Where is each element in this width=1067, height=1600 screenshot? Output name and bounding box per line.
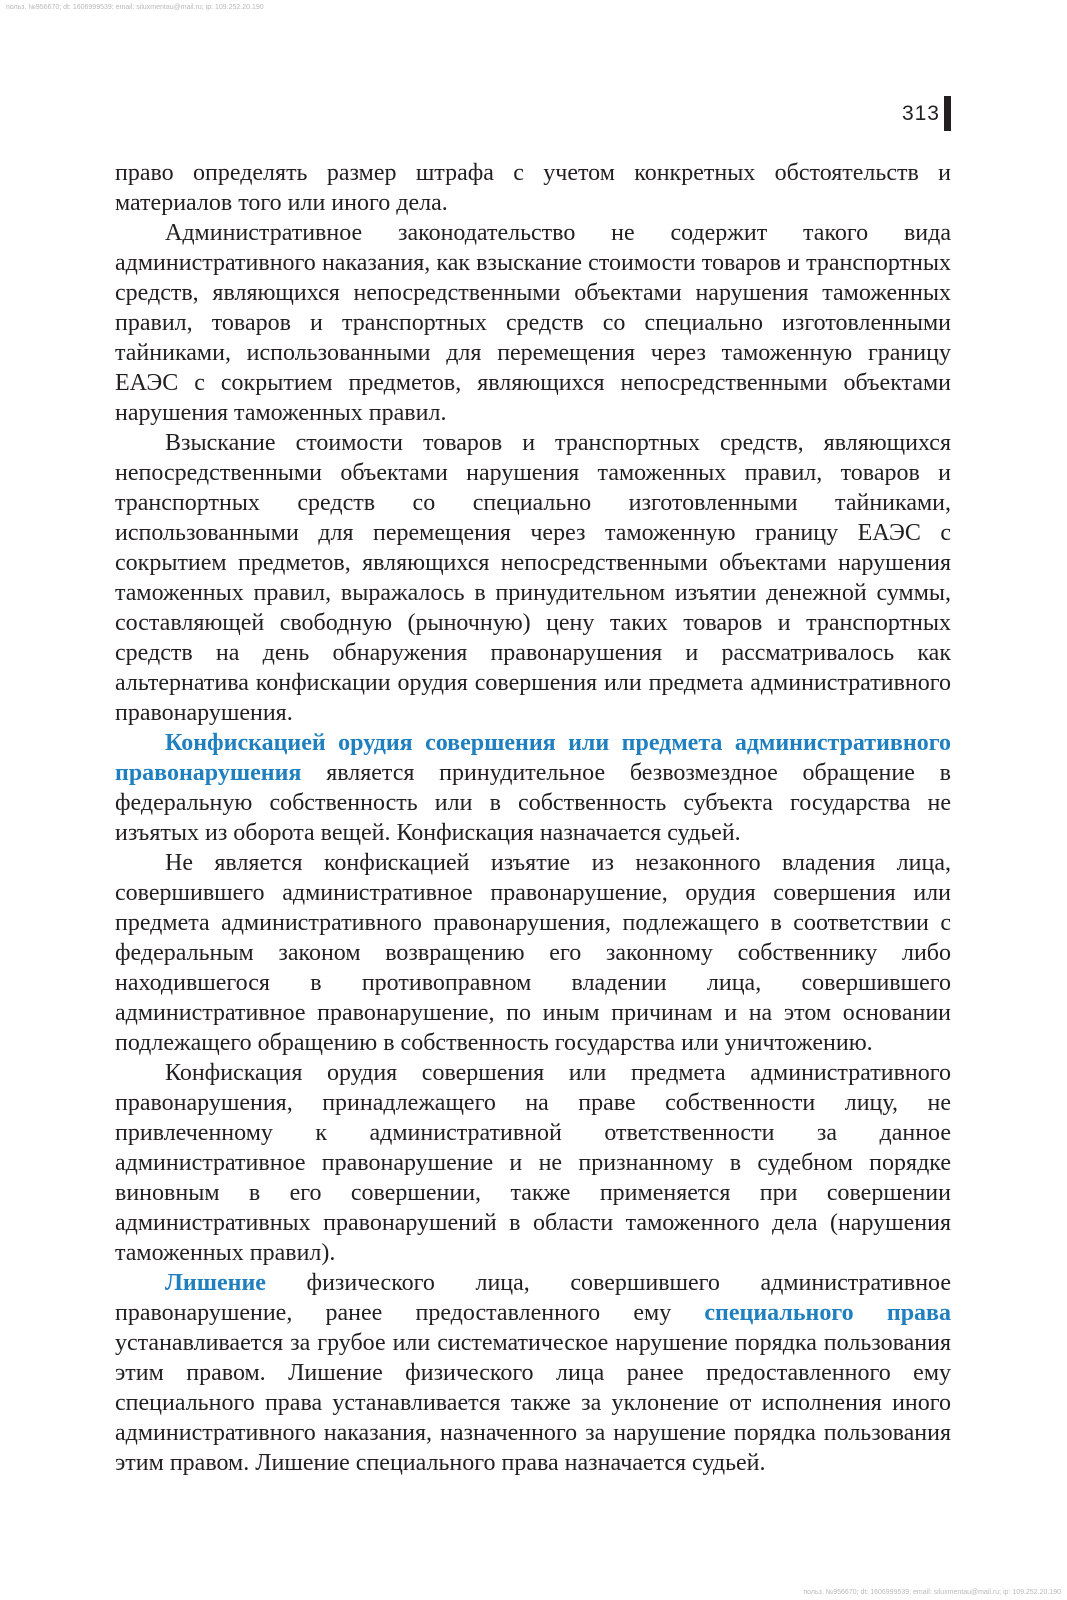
body-text bbox=[115, 158, 951, 1478]
page-number-bar bbox=[944, 96, 951, 131]
watermark-top: польз. №956670; dt: 1606999539; email: siluxmentau@mail.ru; ip: 109.252.20.190 bbox=[6, 4, 264, 11]
paragraph-4-text: является принудительное безвозмездное обращение в федеральную собственность или в собственность субъекта государства не изъятых из оборота вещей. Конфискация назначается судьей. bbox=[115, 760, 951, 846]
term-special-right: специального права bbox=[704, 1300, 952, 1326]
paragraph-7-text-1: физического лица, совершившего административное правонарушение, ранее предоставленного ему bbox=[115, 1270, 951, 1326]
page-number: 313 bbox=[901, 102, 940, 125]
term-confiscation: Конфискацией орудия совершения или предмета административного правонарушения bbox=[115, 730, 951, 786]
paragraph-4 bbox=[115, 728, 951, 848]
paragraph-7-text-2: устанавливается за грубое или систематическое нарушение порядка пользования этим правом. Лишение физического лица ранее предоставленного ему специального права устанавливается также за уклонение от исполнения иного административного наказания, назначенного за нарушение порядка пользования этим правом. Лишение специального права назначается судьей. bbox=[115, 1330, 951, 1476]
paragraph-2: Административное законодательство не содержит такого вида административного наказания, как взыскание стоимости товаров и транспортных средств, являющихся непосредственными объектами нарушения таможенных правил, товаров и транспортных средств со специально изготовленными тайниками, использованными для перемещения через таможенную границу ЕАЭС с сокрытием предметов, являющихся непосредственными объектами нарушения таможенных правил. bbox=[115, 220, 951, 426]
term-deprivation: Лишение bbox=[165, 1270, 266, 1296]
paragraph-5: Не является конфискацией изъятие из незаконного владения лица, совершившего административное правонарушение, орудия совершения или предмета административного правонарушения, подлежащего в соответствии с федеральным законом возвращению его законному собственнику либо находившегося в противоправном владении лица, совершившего административное правонарушение, по иным причинам и на этом основании подлежащего обращению в собственность государства или уничтожению. bbox=[115, 850, 951, 1056]
paragraph-3: Взыскание стоимости товаров и транспортных средств, являющихся непосредственными объектами нарушения таможенных правил, товаров и транспортных средств со специально изготовленными тайниками, использованными для перемещения через таможенную границу ЕАЭС с сокрытием предметов, являющихся непосредственными объектами нарушения таможенных правил, выражалось в принудительном изъятии денежной суммы, составляющей свободную (рыночную) цену таких товаров и транспортных средств на день обнаружения правонарушения и рассматривалось как альтернатива конфискации орудия совершения или предмета административного правонарушения. bbox=[115, 430, 951, 726]
paragraph-1: право определять размер штрафа с учетом конкретных обстоятельств и материалов того или иного дела. bbox=[115, 160, 951, 216]
watermark-bottom: польз. №956670; dt: 1606999539; email: siluxmentau@mail.ru; ip: 109.252.20.190 bbox=[803, 1589, 1061, 1596]
paragraph-6: Конфискация орудия совершения или предмета административного правонарушения, принадлежащего на праве собственности лицу, не привлеченному к административной ответственности за данное административное правонарушение и не признанному в судебном порядке виновным в его совершении, также применяется при совершении административных правонарушений в области таможенного дела (нарушения таможенных правил). bbox=[115, 1060, 951, 1266]
paragraph-7 bbox=[115, 1268, 951, 1478]
